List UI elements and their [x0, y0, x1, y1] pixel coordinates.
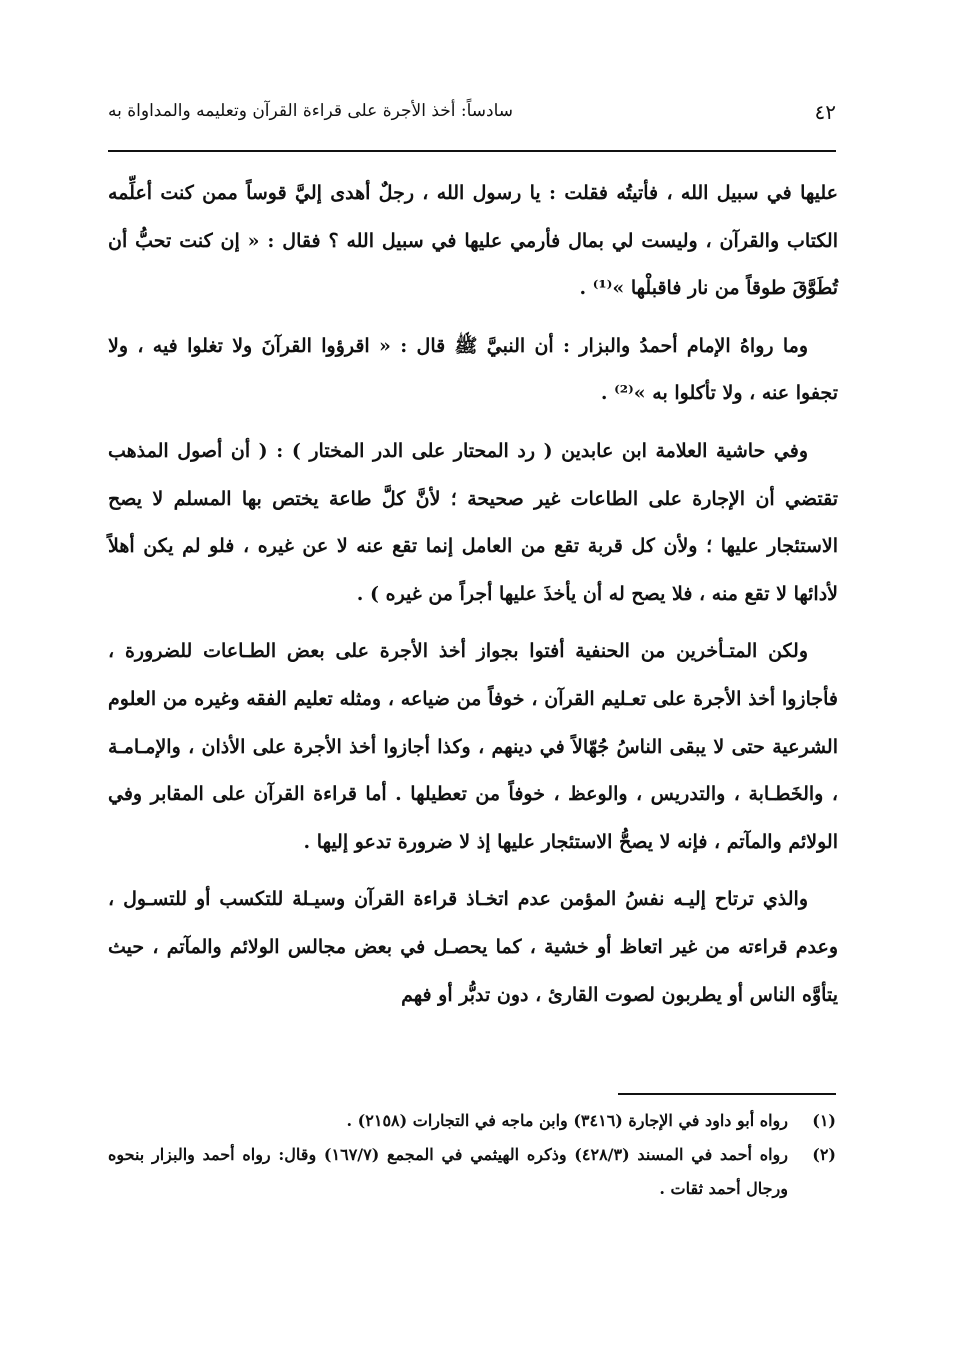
paragraph: عليها في سبيل الله ، فأتيتُه فقلت : يا رسول الله ، رجلٌ أهدى إليَّ قوساً ممن كنت أعلِّمه الكتاب والقرآن ، وليست لي بمال فأرمي عليها في سبيل الله ؟ فقال : « إن كنت تحبُّ أن تُطَوَّقَ طوقاً من نار فاقبلْها »⁽¹⁾ . [108, 182, 838, 300]
footnote-text: رواه أحمد في المسند (٤٢٨/٣) وذكره الهيثمي في المجمع (١٦٧/٧) وقال: رواه أحمد والبزار بنحوه ورجال أحمد ثقات . [108, 1145, 788, 1198]
header-title: سادساً: أخذ الأجرة على قراءة القرآن وتعليمه والمداواة به [108, 101, 514, 121]
footnote-text: رواه أبو داود في الإجارة (٣٤١٦) وابن ماجه في التجارات (٢١٥٨) . [346, 1111, 788, 1130]
paragraph: وما رواهُ الإمام أحمدُ والبزار : أن النبيَّ ﷺ قال : « اقرؤوا القرآنَ ولا تغلوا فيه ، ولا تجفوا عنه ، ولا تأكلوا به »⁽²⁾ . [108, 334, 838, 405]
running-header [108, 96, 836, 130]
page-number: ٤٢ [814, 100, 836, 124]
footnote-number: (٢) [812, 1145, 836, 1164]
footnotes [108, 1104, 836, 1206]
paragraph: والذي ترتاح إليـه نفسُ المؤمن عدم اتخـاذ قراءة القرآن وسيـلة للتكسب أو للتسـول ، وعدم قراءته من غير اتعاظ أو خشية ، كما يحصـل في بعض مجالس الولائم والمآتم ، حيث يتأوَّه الناس أو يطربون لصوت القارئ ، دون تدبُّر أو فهم [108, 888, 838, 1006]
paragraph: ولكن المتـأخرين من الحنفية أفتوا بجواز أخذ الأجرة على بعض الطـاعات للضرورة ، فأجازوا أخذ الأجرة على تعـليم القرآن ، خوفاً من ضياعه ، ومثله تعليم الفقه وغيره من العلوم الشرعية حتى لا يبقى الناسُ جُهّالاً في دينهم ، وكذا أجازوا أخذ الأجرة على الأذان ، والإمـامـة ، والخَطـابة ، والتدريس ، والوعظ ، خوفاً من تعطيلها . أما قراءة القرآن على المقابر وفي الولائم والمآتم ، فإنه لا يصحُّ الاستئجار عليها إذ لا ضرورة تدعو إليها . [108, 640, 838, 853]
footnote-number: (١) [812, 1111, 836, 1130]
footnote-divider [618, 1093, 836, 1095]
footnote [108, 1138, 836, 1206]
footnote [108, 1104, 836, 1138]
paragraph: وفي حاشية العلامة ابن عابدين ( رد المحتار على الدر المختار ) : ( أن أصول المذهب تقتضي أن الإجارة على الطاعات غير صحيحة ؛ لأنَّ كلَّ طاعة يختص بها المسلم لا يصح الاستئجار عليها ؛ ولأن كل قربة تقع من العامل إنما تقع عنه لا عن غيره ، فلو لم يكن أهلاً لأدائها لا تقع منه ، فلا يصح له أن يأخذَ عليها أجراً من غيره ) . [108, 439, 838, 605]
body-text [108, 170, 838, 1029]
header-divider [108, 150, 836, 152]
